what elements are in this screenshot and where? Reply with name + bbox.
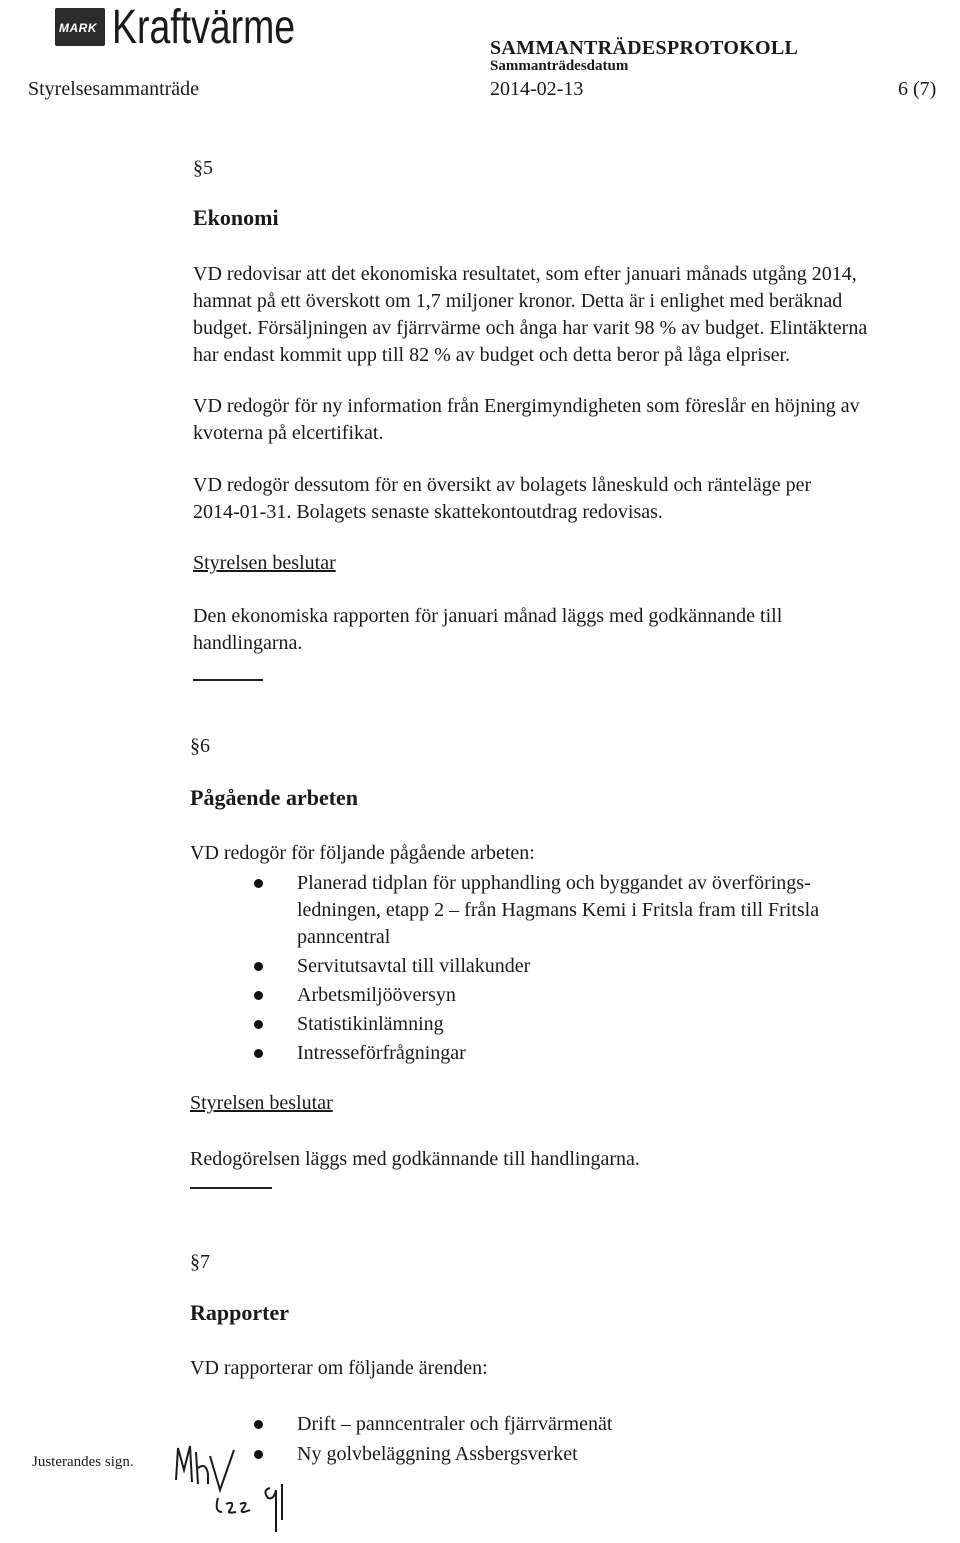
bullet-icon <box>254 1020 263 1029</box>
text-line: Den ekonomiska rapporten för januari månad läggs med godkännande till <box>193 605 783 627</box>
text-line: har endast kommit upp till 82 % av budget och detta beror på låga elpriser. <box>193 344 791 366</box>
list-item <box>297 1411 612 1438</box>
section-5-paragraph-3 <box>193 472 811 526</box>
section-6-list <box>297 870 819 1069</box>
list-item-line: Intresseförfrågningar <box>297 1042 466 1064</box>
bullet-icon <box>254 962 263 971</box>
list-item <box>297 870 819 951</box>
section-7-title: Rapporter <box>190 1300 289 1325</box>
list-item <box>297 1441 612 1468</box>
section-divider <box>193 679 263 681</box>
text-line: VD redovisar att det ekonomiska resultatet, som efter januari månads utgång 2014, <box>193 263 857 285</box>
text-line: budget. Försäljningen av fjärrvärme och ånga har varit 98 % av budget. Elintäkterna <box>193 317 868 339</box>
section-5-title: Ekonomi <box>193 205 279 230</box>
section-6-intro: VD redogör för följande pågående arbeten: <box>190 842 535 864</box>
text-line: hamnat på ett överskott om 1,7 miljoner kronor. Detta är i enlighet med beräknad <box>193 290 843 312</box>
section-6-number: §6 <box>190 735 210 757</box>
list-item <box>297 1040 819 1067</box>
section-7-list <box>297 1411 612 1470</box>
text-line: VD redogör för ny information från Energimyndigheten som föreslår en höjning av <box>193 395 860 417</box>
meeting-date: 2014-02-13 <box>490 78 584 100</box>
list-item-line: ledningen, etapp 2 – från Hagmans Kemi i Fritsla fram till Fritsla <box>297 899 820 921</box>
list-item-line: Drift – panncentraler och fjärrvärmenät <box>297 1413 613 1435</box>
signature-label: Justerandes sign. <box>32 1454 134 1470</box>
list-item-line: Planerad tidplan för upphandling och byggandet av överförings- <box>297 872 811 894</box>
section-7-intro: VD rapporterar om följande ärenden: <box>190 1357 488 1379</box>
section-5-decision-label: Styrelsen beslutar <box>193 552 336 574</box>
date-label: Sammanträdesdatum <box>490 58 629 74</box>
bullet-icon <box>254 991 263 1000</box>
section-divider <box>190 1187 272 1189</box>
list-item-line: Arbetsmiljööversyn <box>297 984 456 1006</box>
list-item <box>297 1011 819 1038</box>
brand-name: Kraftvärme <box>112 1 296 54</box>
section-6-decision: Redogörelsen läggs med godkännande till handlingarna. <box>190 1148 640 1170</box>
list-item-line: panncentral <box>297 926 391 948</box>
signature-initials <box>170 1440 310 1535</box>
section-5-paragraph-1 <box>193 261 867 369</box>
bullet-icon <box>254 1420 263 1429</box>
list-item-line: Ny golvbeläggning Assbergsverket <box>297 1443 578 1465</box>
text-line: 2014-01-31. Bolagets senaste skattekontoutdrag redovisas. <box>193 501 663 523</box>
section-5-number: §5 <box>193 157 213 179</box>
page-number: 6 (7) <box>898 78 937 100</box>
logo-text: MARK <box>59 21 97 35</box>
list-item <box>297 953 819 980</box>
bullet-icon <box>254 1049 263 1058</box>
text-line: VD redogör dessutom för en översikt av bolagets låneskuld och ränteläge per <box>193 474 812 496</box>
section-5-paragraph-2 <box>193 393 860 447</box>
bullet-icon <box>254 879 263 888</box>
section-5-decision <box>193 603 782 657</box>
section-6-title: Pågående arbeten <box>190 785 359 810</box>
text-line: kvoterna på elcertifikat. <box>193 422 384 444</box>
section-6-decision-label: Styrelsen beslutar <box>190 1092 333 1114</box>
list-item-line: Statistikinlämning <box>297 1013 444 1035</box>
list-item <box>297 982 819 1009</box>
meeting-type: Styrelsesammanträde <box>28 78 200 100</box>
section-7-number: §7 <box>190 1251 210 1273</box>
text-line: handlingarna. <box>193 632 303 654</box>
company-logo <box>55 8 105 46</box>
list-item-line: Servitutsavtal till villakunder <box>297 955 531 977</box>
protocol-title: SAMMANTRÄDESPROTOKOLL <box>490 37 799 59</box>
